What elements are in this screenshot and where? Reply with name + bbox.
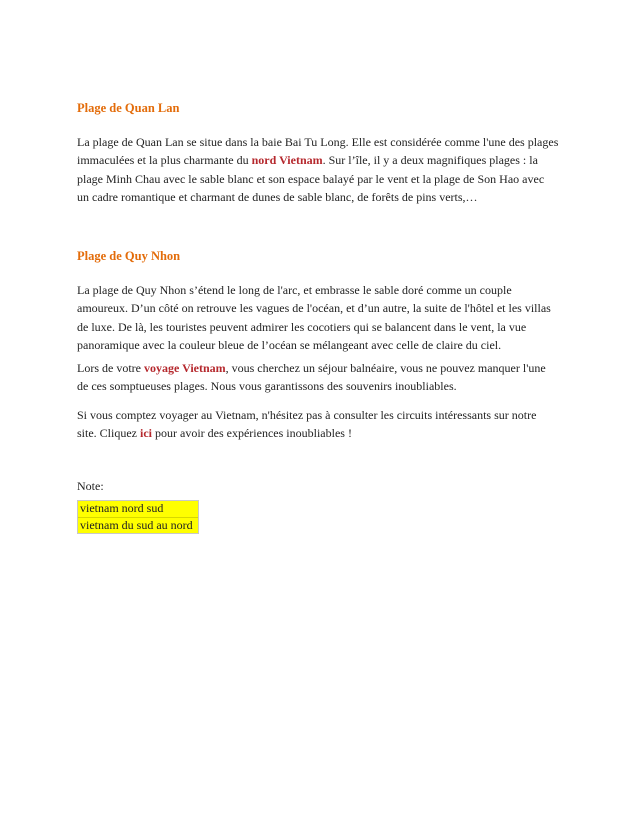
paragraph-quan-lan xyxy=(77,133,559,206)
section-title-quan-lan: Plage de Quan Lan xyxy=(77,101,180,115)
paragraph-text: La plage de Quan Lan se situe dans la baie Bai Tu Long. Elle est considérée comme l'une des plages immaculées et la plus charmante du xyxy=(77,135,559,168)
paragraph-text: Lors de votre xyxy=(77,361,144,375)
link-nord-vietnam[interactable]: nord Vietnam xyxy=(251,153,323,168)
paragraph-circuits xyxy=(77,406,559,443)
paragraph-voyage xyxy=(77,359,559,396)
note-box xyxy=(77,500,199,534)
paragraph-text: pour avoir des expériences inoubliables ! xyxy=(152,426,352,441)
paragraph-text: , vous cherchez un séjour balnéaire, vous ne pouvez manquer l'une de ces somptueuses plages. Nous vous garantissons des souvenirs inoubliables. xyxy=(77,361,546,394)
paragraph-text: . Sur l’île, il y a deux magnifiques plages : la plage Minh Chau avec le sable blanc et son espace balayé par le vent et la plage de Son Hao avec un cadre romantique et charmant de dunes de sable blanc, de forêts de pins verts,… xyxy=(77,153,545,204)
note-item: vietnam nord sud xyxy=(80,501,164,515)
note-label: Note: xyxy=(77,479,104,493)
paragraph-text: Si vous comptez voyager au Vietnam, n'hésitez pas à consulter les circuits intéressants sur notre site. Cliquez xyxy=(77,408,537,441)
paragraph-quy-nhon: La plage de Quy Nhon s’étend le long de l'arc, et embrasse le sable doré comme un couple amoureux. D’un côté on retrouve les vagues de l'océan, et d’un autre, la suite de l'hôtel et les villas de luxe. De là, les touristes peuvent admirer les cocotiers qui se balancent dans le vent, la vue panoramique avec la couleur bleue de l’océan se mélangeant avec celle de claire du ciel. xyxy=(77,283,551,352)
link-voyage-vietnam[interactable]: voyage Vietnam xyxy=(143,361,226,375)
section-title-quy-nhon: Plage de Quy Nhon xyxy=(77,249,181,263)
note-item: vietnam du sud au nord xyxy=(78,517,198,534)
link-ici[interactable]: ici xyxy=(140,426,152,441)
